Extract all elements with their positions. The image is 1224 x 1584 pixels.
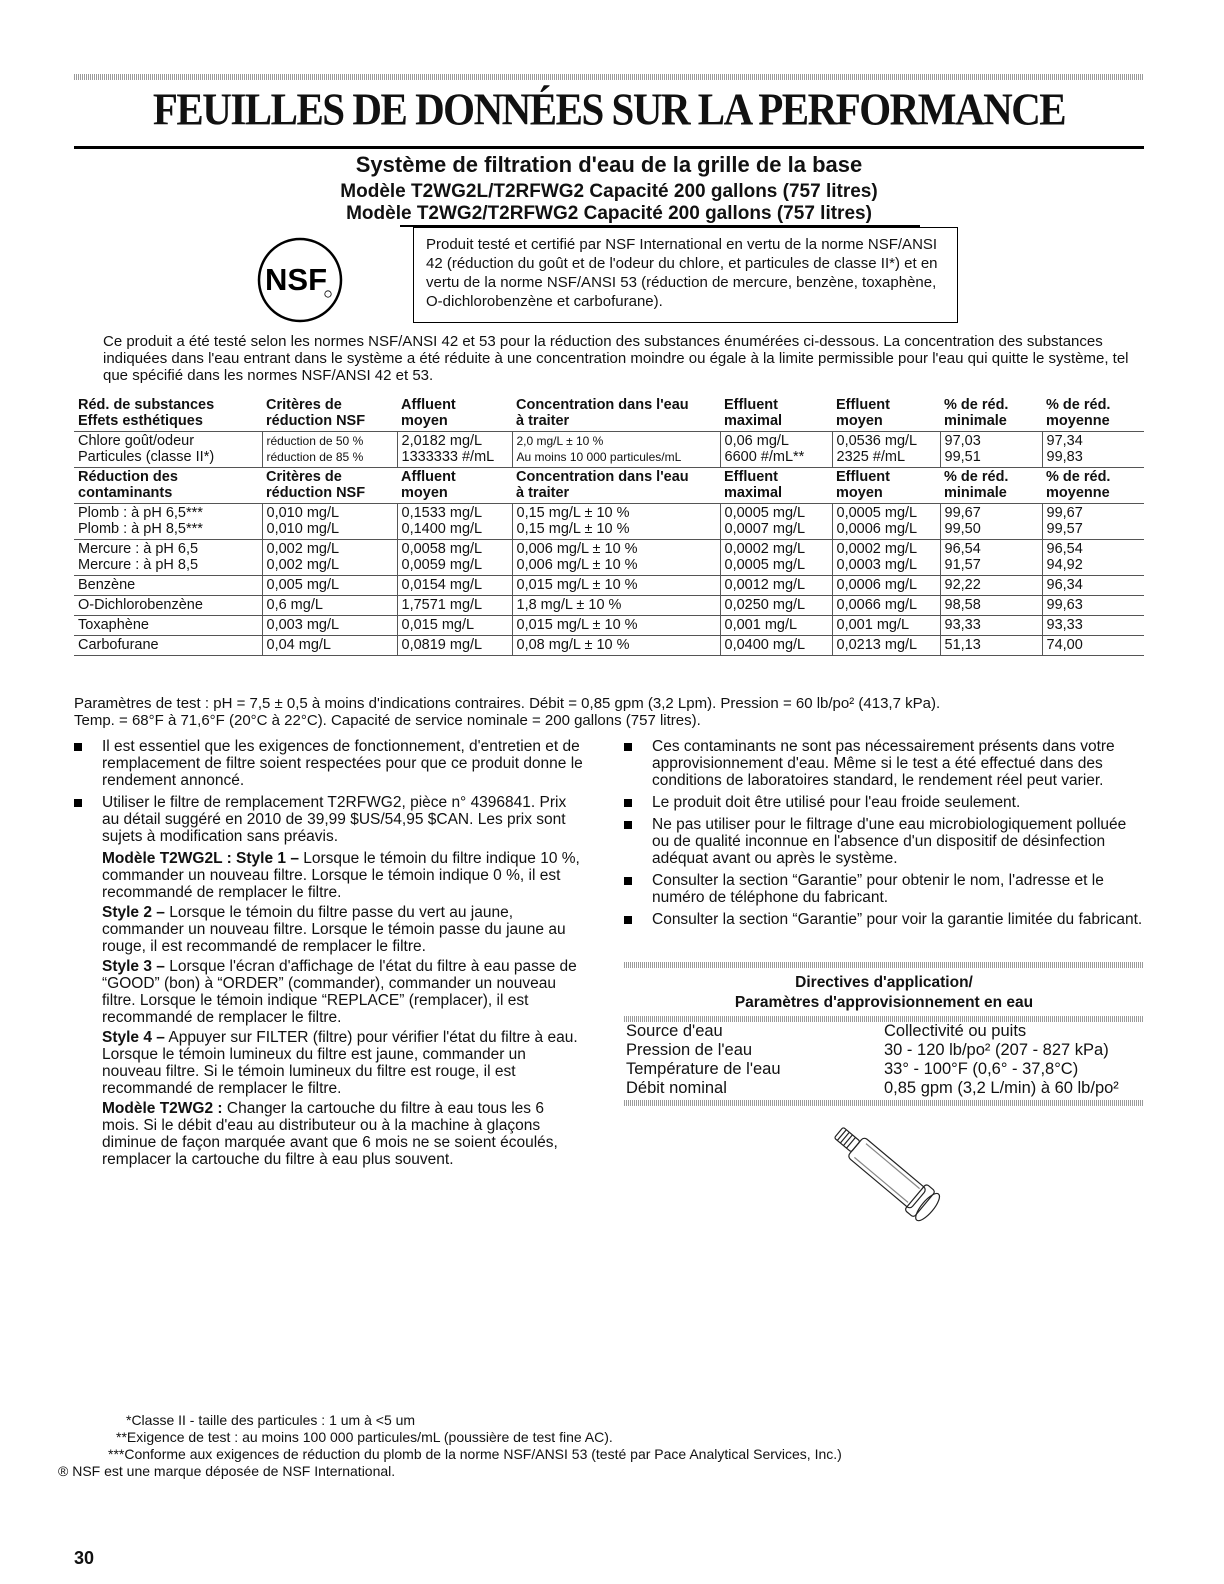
table-cell: 92,22 [940,576,1042,596]
table-cell: 97,03 99,51 [940,432,1042,468]
bullet-square-icon [624,743,632,751]
application-row [626,1060,1146,1079]
application-row [626,1041,1146,1060]
table-cell: 0,08 mg/L ± 10 % [512,636,720,656]
test-parameters [74,695,1144,729]
bullet-item: Consulter la section “Garantie” pour voir la garantie limitée du fabricant. [624,911,1144,928]
header-cell: Critères de réduction NSF [266,397,366,429]
table-cell: 0,06 mg/L 6600 #/mL** [720,432,832,468]
table-cell: 93,33 [1042,616,1144,636]
application-row [626,1022,1146,1041]
header-cell: Effluent maximal [724,397,783,429]
table-cell: 0,001 mg/L [832,616,940,636]
table-cell: 98,58 [940,596,1042,616]
table-cell: 0,002 mg/L 0,002 mg/L [262,540,397,576]
table-cell: 0,0154 mg/L [397,576,512,596]
water-filter-cartridge-icon [812,1118,962,1228]
table-cell: 0,001 mg/L [720,616,832,636]
table-cell: 0,0002 mg/L 0,0003 mg/L [832,540,940,576]
bullet-item: Utiliser le filtre de remplacement T2RFWG2, pièce n° 4396841. Prix au détail suggéré en 2010 de 39,99 $US/54,95 $CAN. Les prix sont sujets à modification sans préavis. [74,794,584,845]
system-subtitle: Système de filtration d'eau de la grille de la base [355,152,863,177]
table-cell: 0,0012 mg/L [720,576,832,596]
page-title: FEUILLES DE DONNÉES SUR LA PERFORMANCE [152,83,1066,135]
table-cell: 0,1533 mg/L 0,1400 mg/L [397,504,512,540]
right-column [624,738,1144,933]
style-1-instruction: Modèle T2WG2L : Style 1 – Lorsque le témoin du filtre indique 10 %, commander un nouveau filtre. Lorsque le témoin indique 0 %, il est recommandé de remplacer le filtre. [102,850,580,901]
footnote: ® NSF est une marque déposée de NSF International. [58,1463,396,1479]
application-key: Source d'eau [626,1022,723,1040]
bullet-item: Le produit doit être utilisé pour l'eau froide seulement. [624,794,1144,811]
table-cell: 99,63 [1042,596,1144,616]
table-cell: Chlore goût/odeur Particules (classe II*) [74,432,262,468]
table-row [74,616,1144,636]
table-cell: 99,67 99,50 [940,504,1042,540]
bullet-item: Ces contaminants ne sont pas nécessairement présents dans votre approvisionnement d'eau. Même si le test a été effectué dans des conditions de laboratoires standard, le rendement réel peut varier. [624,738,1144,789]
table-cell: 2,0182 mg/L 1333333 #/mL [397,432,512,468]
header-cell: Réd. de substances Effets esthétiques [78,397,215,429]
table-cell: 0,0066 mg/L [832,596,940,616]
style-2-instruction: Style 2 – Lorsque le témoin du filtre passe du vert au jaune, commander un nouveau filtre. Lorsque le témoin passe du jaune au rouge, il est recommandé de remplacer le filtre. [102,904,566,955]
header-cell: % de réd. moyenne [1042,468,1144,504]
application-value: 30 - 120 lb/po² (207 - 827 kPa) [884,1041,1109,1059]
table-cell: 0,0536 mg/L 2325 #/mL [832,432,940,468]
table-cell: Toxaphène [74,616,262,636]
table-cell: 0,0002 mg/L 0,0005 mg/L [720,540,832,576]
model-line-2: Modèle T2WG2/T2RFWG2 Capacité 200 gallons (757 litres) [346,203,872,224]
table-cell: 0,003 mg/L [262,616,397,636]
header-cell: Concentration dans l'eau à traiter [512,468,720,504]
table-cell: 0,015 mg/L [397,616,512,636]
bullet-item: Ne pas utiliser pour le filtrage d'une eau microbiologiquement polluée ou de qualité inconnue en l'absence d'un dispositif de désinfection adéquat avant ou après le système. [624,816,1144,867]
table-cell: 0,015 mg/L ± 10 % [512,576,720,596]
application-bottom-rule [624,1100,1144,1106]
test-parameters-line-2: Temp. = 68°F à 71,6°F (20°C à 22°C). Capacité de service nominale = 200 gallons (757 litres). [74,712,701,729]
bullet-square-icon [624,877,632,885]
bullet-square-icon [624,916,632,924]
table-cell: 1,8 mg/L ± 10 % [512,596,720,616]
table-cell: 96,54 94,92 [1042,540,1144,576]
bullet-item: Il est essentiel que les exigences de fonctionnement, d'entretien et de remplacement de filtre soient respectées pour que ce produit donne le rendement annoncé. [74,738,584,789]
table-cell: 96,54 91,57 [940,540,1042,576]
style-4-instruction: Style 4 – Appuyer sur FILTER (filtre) pour vérifier l'état du filtre à eau. Lorsque le témoin lumineux du filtre est jaune, commander un nouveau filtre. Si le témoin lumineux du filtre est rouge, il est recommandé de remplacer le filtre. [102,1029,578,1097]
application-value: 0,85 gpm (3,2 L/min) à 60 lb/po² [884,1079,1119,1097]
application-heading-1: Directives d'application/ [795,974,973,991]
header-cell: % de réd. minimale [944,397,1009,429]
aesthetic-rows [74,432,1144,468]
application-key: Pression de l'eau [626,1041,753,1059]
t2wg2-instruction: Modèle T2WG2 : Changer la cartouche du filtre à eau tous les 6 mois. Si le débit d'eau au distributeur ou à la machine à glaçons diminue de façon marquée avant que 6 mois ne se soient écoulés, remplacer la cartouche du filtre à eau plus souvent. [102,1100,558,1168]
table-cell: 1,7571 mg/L [397,596,512,616]
table-cell: 0,0213 mg/L [832,636,940,656]
bullet-square-icon [624,799,632,807]
application-heading-2: Paramètres d'approvisionnement en eau [734,994,1034,1011]
bullet-square-icon [74,743,82,751]
contaminant-header-row [74,468,1144,504]
table-row [74,504,1144,540]
table-cell: 97,34 99,83 [1042,432,1144,468]
table-row [74,540,1144,576]
header-cell: Affluent moyen [397,468,512,504]
header-cell: Affluent moyen [401,397,456,429]
table-cell: 0,0250 mg/L [720,596,832,616]
table-cell: 74,00 [1042,636,1144,656]
table-cell: 99,67 99,57 [1042,504,1144,540]
table-cell: Carbofurane [74,636,262,656]
table-cell: 0,0005 mg/L 0,0006 mg/L [832,504,940,540]
table-cell: 0,005 mg/L [262,576,397,596]
table-row [74,596,1144,616]
table-row [74,432,1144,468]
table-cell: 51,13 [940,636,1042,656]
header-cell: % de réd. moyenne [1046,397,1111,429]
table-cell: 0,0058 mg/L 0,0059 mg/L [397,540,512,576]
footnote: ***Conforme aux exigences de réduction du plomb de la norme NSF/ANSI 53 (testé par Pace Analytical Services, Inc.) [108,1446,842,1462]
application-value: Collectivité ou puits [884,1022,1027,1040]
table-cell: Mercure : à pH 6,5 Mercure : à pH 8,5 [74,540,262,576]
top-hatched-rule [74,74,1144,80]
table-cell: Benzène [74,576,262,596]
header-cell: % de réd. minimale [940,468,1042,504]
left-column [74,738,584,1171]
bullet-square-icon [624,821,632,829]
table-cell: 0,0005 mg/L 0,0007 mg/L [720,504,832,540]
application-key: Température de l'eau [626,1060,781,1078]
bullet-item: Consulter la section “Garantie” pour obtenir le nom, l'adresse et le numéro de téléphone du fabricant. [624,872,1144,906]
certification-box: Produit testé et certifié par NSF International en vertu de la norme NSF/ANSI 42 (réduction du goût et de l'odeur du chlore, et particules de classe II*) et en vertu de la norme NSF/ANSI 53 (réduction de mercure, benzène, toxaphène, O-dichlorobenzène et carbofurane). [413,227,958,323]
table-cell: 0,010 mg/L 0,010 mg/L [262,504,397,540]
header-cell: Effluent maximal [720,468,832,504]
title-rule [74,146,1144,149]
header-cell: Effluent moyen [832,468,940,504]
application-row [626,1079,1146,1098]
header-cell: Réduction des contaminants [74,468,262,504]
table-cell: 0,0400 mg/L [720,636,832,656]
table-cell: 0,006 mg/L ± 10 % 0,006 mg/L ± 10 % [512,540,720,576]
header-cell: Critères de réduction NSF [262,468,397,504]
footnote: **Exigence de test : au moins 100 000 particules/mL (poussière de test fine AC). [116,1429,613,1445]
test-parameters-line-1: Paramètres de test : pH = 7,5 ± 0,5 à moins d'indications contraires. Débit = 0,85 gpm (3,2 Lpm). Pression = 60 lb/po² (413,7 kPa). [74,695,941,712]
performance-table [74,396,1144,656]
table-cell: 2,0 mg/L ± 10 % Au moins 10 000 particules/mL [512,432,720,468]
header-cell: Effluent moyen [836,397,890,429]
table-cell: 0,6 mg/L [262,596,397,616]
table-cell: 96,34 [1042,576,1144,596]
bullet-square-icon [74,799,82,807]
application-key: Débit nominal [626,1079,727,1097]
table-cell: 0,0006 mg/L [832,576,940,596]
table-cell: 93,33 [940,616,1042,636]
intro-paragraph: Ce produit a été testé selon les normes NSF/ANSI 42 et 53 pour la réduction des substances énumérées ci-dessous. La concentration des substances indiquées dans l'eau entrant dans le système a été réduite à une concentration moindre ou égale à la limite permissible pour l'eau qui quitte le système, tel que spécifié dans les normes NSF/ANSI 42 et 53. [103,333,1129,384]
header-cell: Concentration dans l'eau à traiter [516,397,689,429]
table-row [74,636,1144,656]
nsf-logo-text: NSF [265,262,327,297]
table-cell: 0,0819 mg/L [397,636,512,656]
table-cell: 0,15 mg/L ± 10 % 0,15 mg/L ± 10 % [512,504,720,540]
table-cell: 0,04 mg/L [262,636,397,656]
contaminant-rows [74,504,1144,656]
table-cell: 0,015 mg/L ± 10 % [512,616,720,636]
table-row [74,576,1144,596]
application-value: 33° - 100°F (0,6° - 37,8°C) [884,1060,1079,1078]
table-cell: O-Dichlorobenzène [74,596,262,616]
footnotes [58,1412,1102,1480]
page-number: 30 [74,1548,95,1568]
footnote: *Classe II - taille des particules : 1 um à <5 um [126,1412,416,1428]
table-cell: Plomb : à pH 6,5*** Plomb : à pH 8,5*** [74,504,262,540]
table-cell: réduction de 50 % réduction de 85 % [262,432,397,468]
application-table [626,1022,1146,1098]
application-top-rule [624,962,1144,968]
style-3-instruction: Style 3 – Lorsque l'écran d'affichage de l'état du filtre à eau passe de “GOOD” (bon) à “ORDER” (commander), commander un nouveau filtre. Lorsque le témoin indique “REPLACE” (remplacer), il est recommandé de remplacer le filtre. [102,958,577,1026]
aesthetic-header-row [74,396,1144,432]
model-line-1: Modèle T2WG2L/T2RFWG2 Capacité 200 gallons (757 litres) [340,181,878,202]
nsf-logo-icon [256,236,344,324]
